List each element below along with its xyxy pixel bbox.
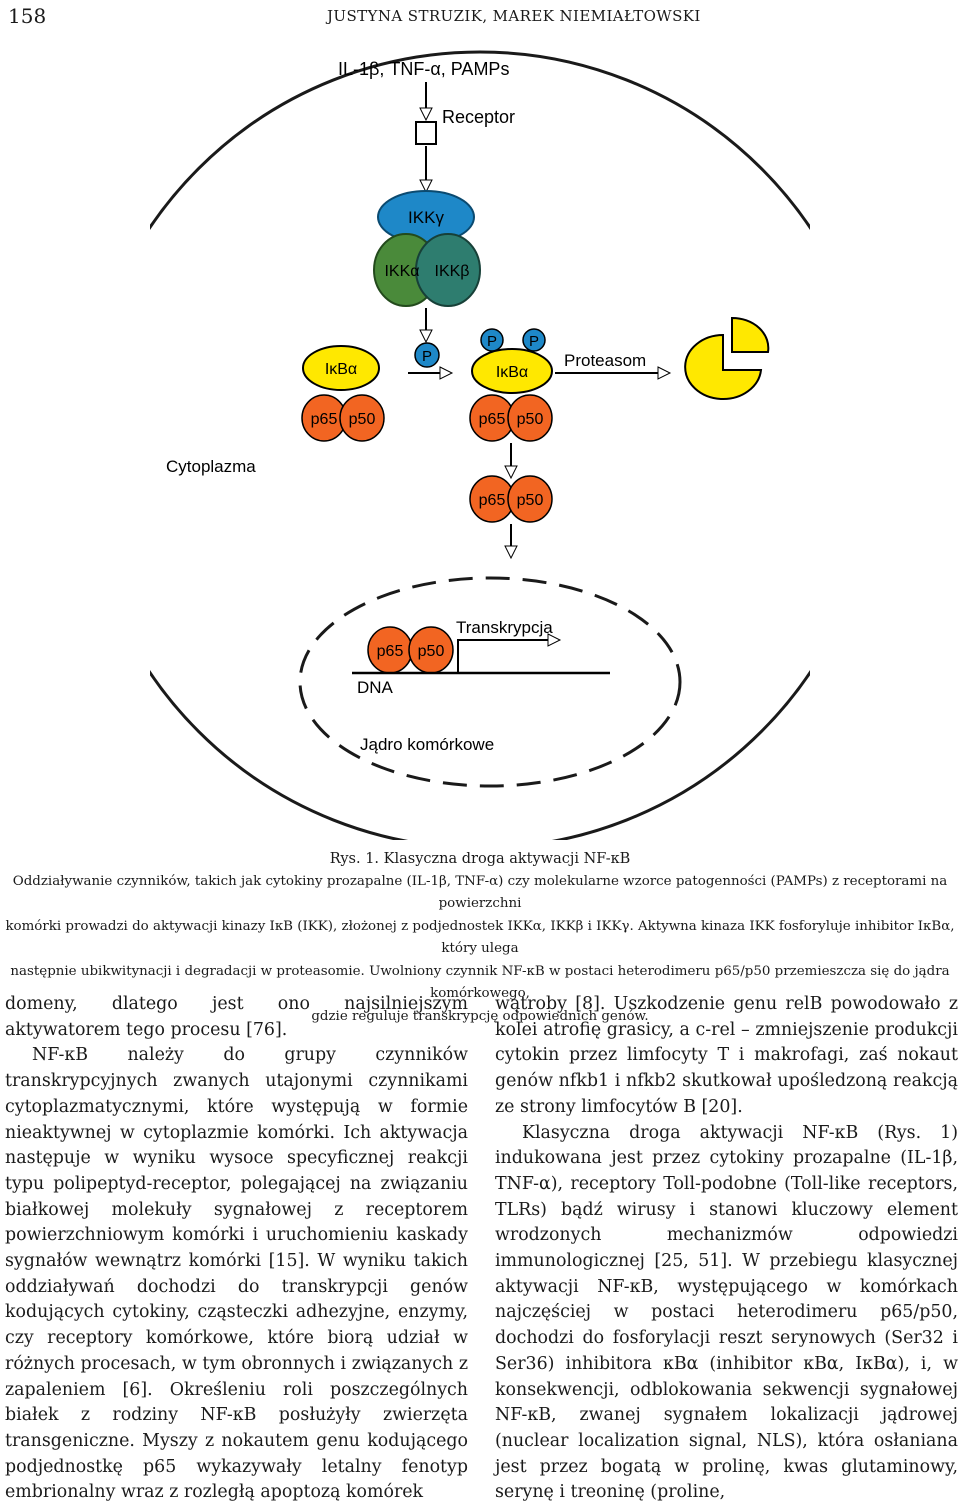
right-paragraph-1: wątroby [8]. Uszkodzenie genu relB powodowało z kolei atrofię grasicy, a c-rel – zmniejszenie produkcji cytokin przez limfocyty T i makrofagi, zaś nokaut genów nfkb1 i nfkb2 skutkował upośledzoną reakcją ze strony limfocytów B [20].	[495, 994, 958, 1117]
page-number: 158	[8, 4, 47, 28]
p50-free-label: p50	[516, 492, 544, 509]
dna-label: DNA	[357, 678, 393, 697]
caption-line-3: następnie ubikwitynacji i degradacji w proteasomie. Uwolniony czynnik NF-κB w postaci heterodimeru p65/p50 przemieszcza się do jądra komórkowego,	[10, 963, 950, 1001]
phospho-transfer-label: P	[421, 348, 433, 365]
phospho-2-label: P	[528, 333, 540, 350]
right-paragraph-2: Klasyczna droga aktywacji NF-κB (Rys. 1) indukowana jest przez cytokiny prozapalne (IL-1β, TNF-α), receptory Toll-podobne (Toll-like receptors, TLRs) bądź wirusy i stanowi kluczowy element wrodzonych mechanizmów odpowiedzi immunologicznej [25, 51]. W przebiegu klasycznej aktywacji NF-κB, występującego w komórkach najczęściej w postaci heterodimeru p65/p50, dochodzi do fosforylacji reszt serynowych (Ser32 i Ser36) inhibitora κBα (inhibitor κBα, IκBα), i, w konsekwencji, odblokowania sekwencji sygnałowej NF-κB, zwanej sygnałem lokalizacji jądrowej (nuclear localization signal, NLS), która osłaniana jest przez bogatą w prolinę, kwas glutaminowy, serynę i treoninę (proline,	[495, 1122, 958, 1503]
p50-left-label: p50	[348, 411, 376, 428]
p50-nucleus-label: p50	[417, 643, 445, 660]
arrow-ikk-phospho	[420, 308, 432, 342]
arrow-receptor-ikk	[420, 146, 432, 192]
receptor-label: Receptor	[442, 107, 516, 127]
nfkb-pathway-figure	[150, 40, 810, 840]
transcription-label: Transkrypcja	[456, 618, 553, 637]
ikk-alpha-label: IKKα	[384, 263, 420, 280]
proteasome-label: Proteasom	[564, 351, 647, 370]
p65-left-label: p65	[310, 411, 338, 428]
nucleus-label: Jądro komórkowe	[360, 735, 495, 754]
proteasome-piece	[732, 318, 768, 352]
arrow-phosphorylation	[408, 367, 452, 379]
left-text-column	[5, 992, 468, 1506]
p65-middle-label: p65	[478, 411, 506, 428]
transcription-arrow	[458, 634, 560, 673]
caption-line-1: Oddziaływanie czynników, takich jak cytokiny prozapalne (IL-1β, TNF-α) czy molekularne wzorce patogenności (PAMPs) z receptorami na powierzchni	[12, 873, 948, 911]
ikba-phosphorylated-label: IκBα	[495, 364, 529, 381]
ikk-beta-label: IKKβ	[434, 263, 470, 280]
arrow-release	[505, 443, 517, 478]
ikk-gamma-label: IKKγ	[408, 208, 444, 227]
cytoplasm-label: Cytoplazma	[166, 457, 256, 476]
receptor-box	[416, 122, 436, 144]
ikba-left-label: IκBα	[324, 361, 358, 378]
p65-nucleus-label: p65	[376, 643, 404, 660]
caption-line-2: komórki prowadzi do aktywacji kinazy IκB (IKK), złożonej z podjednostek IKKα, IKKβ i IKKγ. Aktywna kinaza IKK fosforyluje inhibitor IκBα, który ulega	[5, 918, 955, 956]
running-header-authors: JUSTYNA STRUZIK, MAREK NIEMIAŁTOWSKI	[327, 7, 701, 25]
arrow-stimulus-receptor	[420, 82, 432, 120]
stimulus-label: IL-1β, TNF-α, PAMPs	[338, 59, 510, 79]
phospho-1-label: P	[486, 333, 498, 350]
caption-title: Rys. 1. Klasyczna droga aktywacji NF-κB	[329, 851, 631, 867]
left-paragraph-2: NF-κB należy do grupy czynników transkrypcyjnych zwanych utajonymi czynnikami cytoplazmatycznymi, które występują w formie nieaktywnej w cytoplazmie komórki. Ich aktywacja następuje w wyniku wysoce specyficznej reakcji typu polipeptyd-receptor, polegającej na związaniu białkowej molekuły sygnałowej z receptorem powierzchniowym komórki i uruchomieniu kaskady sygnałów wewnątrz komórki [15]. W wyniku takich oddziaływań dochodzi do transkrypcji genów kodujących cytokiny, cząsteczki adhezyjne, enzymy, czy receptory komórkowe, które biorą udział w różnych procesach, w tym obronnych i związanych z zapaleniem [6]. Określeniu roli poszczególnych białek z rodziny NF-κB posłużyły zwierzęta transgeniczne. Myszy z nokautem genu kodującego podjednostkę p65 wykazywały letalny fenotyp embrionalny wraz z rozległą apoptozą komórek	[5, 1045, 468, 1503]
arrow-nuclear-import	[505, 524, 517, 558]
caption-line-4: gdzie reguluje transkrypcję odpowiednich genów.	[311, 1008, 649, 1024]
p50-middle-label: p50	[516, 411, 544, 428]
p65-free-label: p65	[478, 492, 506, 509]
left-paragraph-1: domeny, dlatego jest ono najsilniejszym aktywatorem tego procesu [76].	[5, 994, 468, 1040]
cell-membrane	[150, 52, 810, 840]
right-text-column	[495, 992, 958, 1506]
